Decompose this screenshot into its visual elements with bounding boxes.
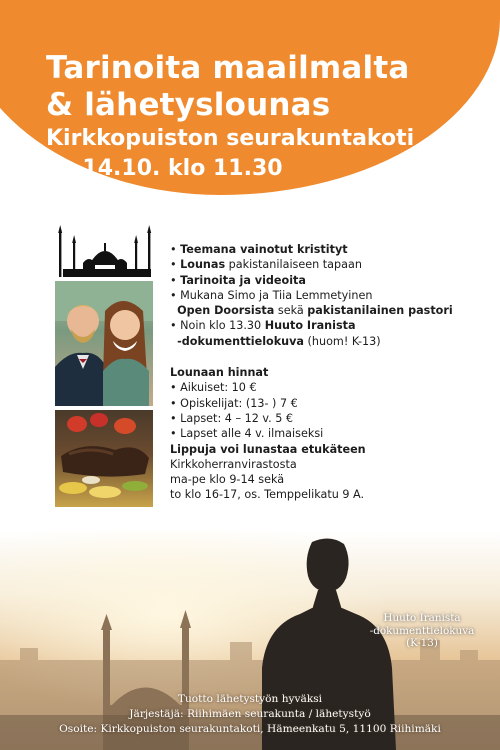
film-caption	[362, 612, 482, 650]
event-venue: Kirkkopuiston seurakuntakoti	[46, 126, 415, 151]
film-caption-line: (K-13)	[406, 637, 438, 649]
price-item: • Opiskelijat: (13- ) 7 €	[170, 396, 298, 410]
footer-info	[0, 692, 500, 737]
ticket-hours: to klo 16-17, os. Temppelikatu 9 A.	[170, 488, 365, 502]
price-item: • Lapset: 4 – 12 v. 5 €	[170, 411, 294, 425]
couple-photo	[55, 281, 153, 406]
program-item: • Tarinoita ja videoita	[170, 273, 306, 287]
program-info	[170, 242, 490, 503]
ticket-place: Kirkkoherranvirastosta	[170, 457, 297, 471]
footer-address: Osoite: Kirkkopuiston seurakuntakoti, Hämeenkatu 5, 11100 Riihimäki	[59, 723, 441, 735]
event-title-line-1: Tarinoita maailmalta	[46, 50, 410, 86]
event-title-block	[46, 50, 486, 184]
film-caption-line: -dokumenttielokuva	[369, 624, 475, 637]
mosque-silhouette-icon	[55, 225, 155, 277]
food-photo	[55, 410, 153, 507]
program-item-continued: Open Doorsista sekä pakistanilainen pastori	[177, 304, 453, 318]
tickets-heading: Lippuja voi lunastaa etukäteen	[170, 442, 366, 456]
price-item: • Aikuiset: 10 €	[170, 381, 257, 395]
film-caption-line: Huuto Iranista	[383, 612, 461, 624]
event-title-line-2: & lähetyslounas	[46, 87, 331, 123]
footer-proceeds: Tuotto lähetystyön hyväksi	[177, 693, 323, 705]
footer-organizer: Järjestäjä: Riihimäen seurakunta / lähetystyö	[129, 708, 371, 720]
price-item: • Lapset alle 4 v. ilmaiseksi	[170, 427, 324, 441]
program-item: • Mukana Simo ja Tiia Lemmetyinen	[170, 288, 373, 302]
prices-heading: Lounaan hinnat	[170, 366, 269, 380]
event-datetime: su 14.10. klo 11.30	[46, 156, 283, 181]
program-item: • Noin klo 13.30 Huuto Iranista	[170, 319, 356, 333]
program-item: • Teemana vainotut kristityt	[170, 243, 348, 256]
program-item-continued: -dokumenttielokuva (huom! K-13)	[177, 334, 381, 348]
program-item: • Lounas pakistanilaiseen tapaan	[170, 258, 362, 272]
ticket-hours: ma-pe klo 9-14 sekä	[170, 473, 285, 487]
